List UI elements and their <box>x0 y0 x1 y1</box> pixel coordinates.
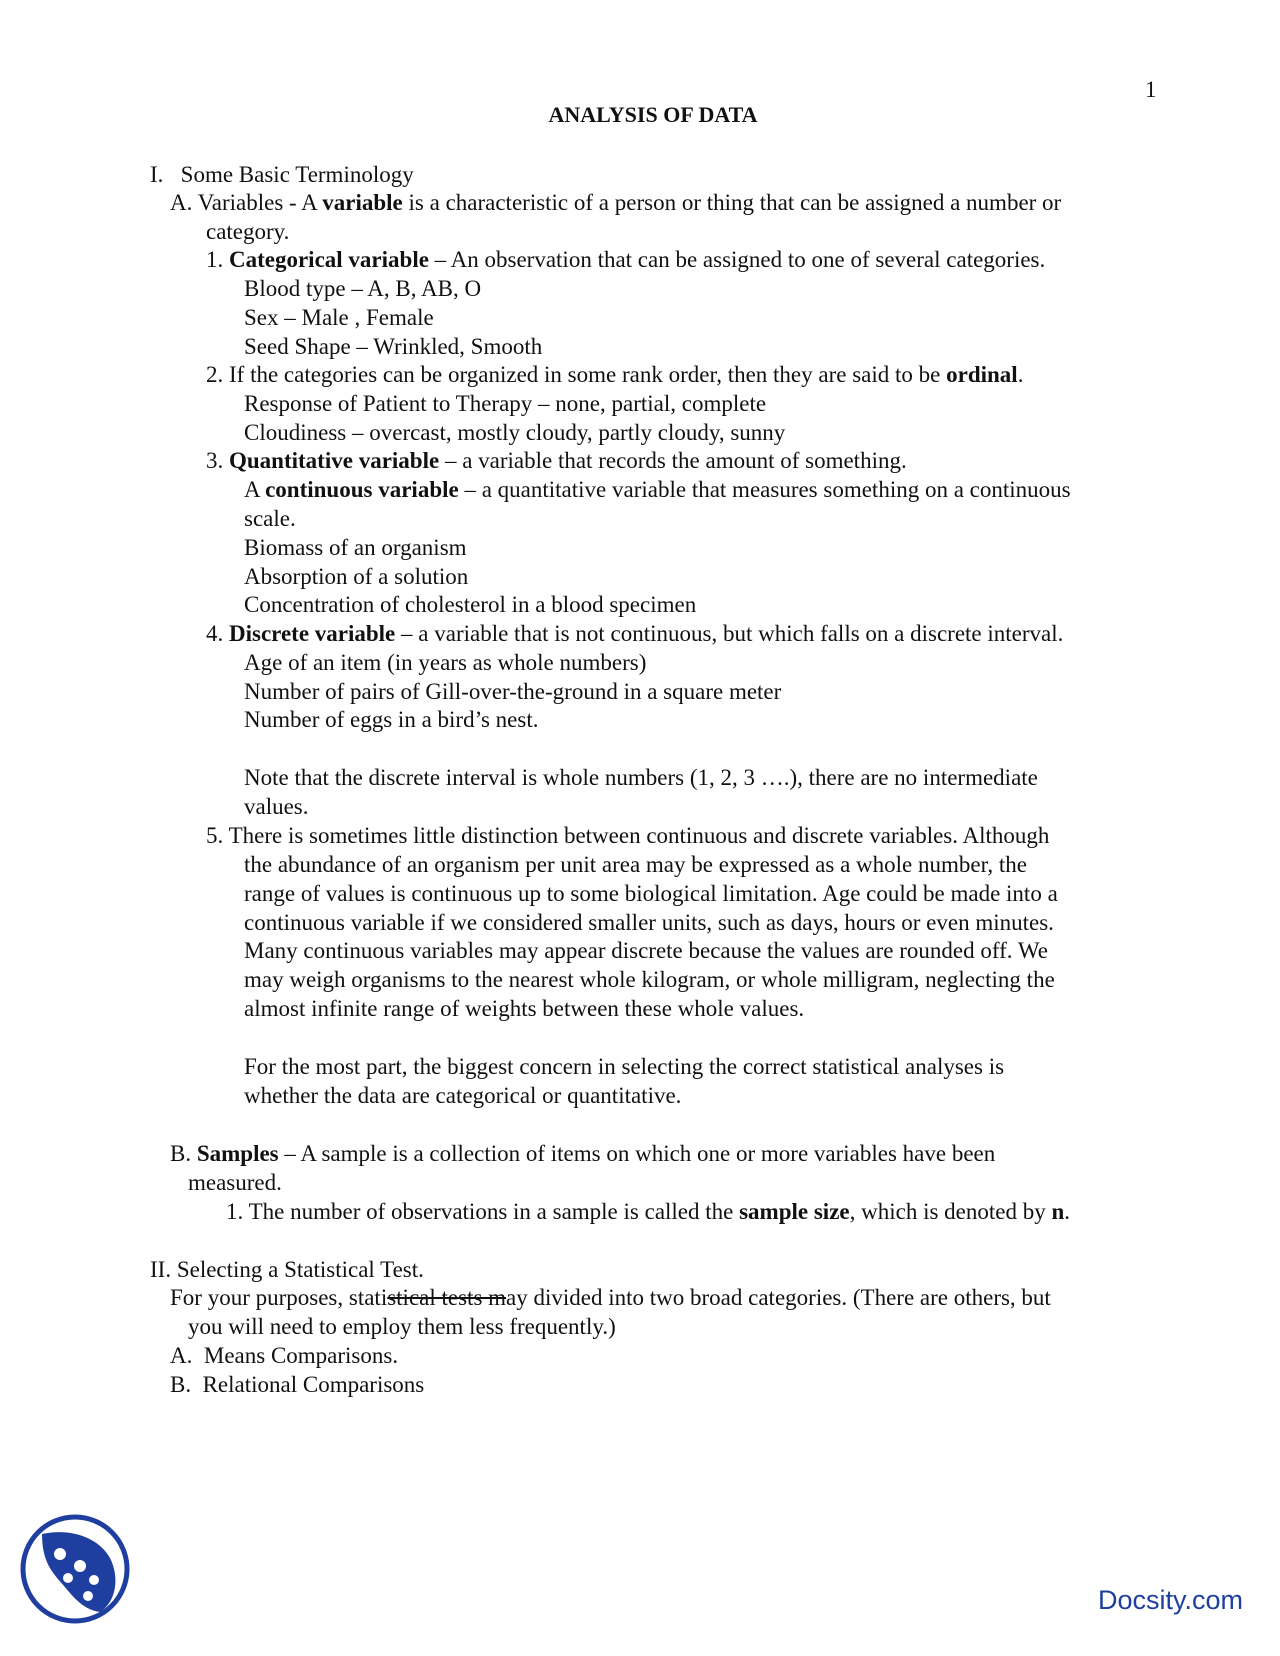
ordinal-item <box>206 361 1023 389</box>
distinction-paragraph: Many continuous variables may appear discrete because the values are rounded off. We <box>244 938 1048 963</box>
intro-text-b: ay divided into two broad categories. (There are others, but <box>506 1285 1051 1310</box>
quantitative-term: Quantitative variable <box>229 448 440 473</box>
categorical-variable-item <box>206 246 1045 274</box>
distinction-paragraph: range of values is continuous up to some biological limitation. Age could be made into a <box>244 881 1058 906</box>
page-title: ANALYSIS OF DATA <box>548 102 758 127</box>
example-line: Age of an item (in years as whole numbers) <box>244 650 647 675</box>
section-2-intro <box>170 1284 1051 1312</box>
quantitative-variable-item <box>206 447 907 475</box>
quantitative-rest: – a variable that records the amount of something. <box>439 448 907 473</box>
logo-dot <box>74 1560 86 1572</box>
continuous-variable-cont: scale. <box>244 506 296 531</box>
distinction-paragraph: may weigh organisms to the nearest whole kilogram, or whole milligram, neglecting the <box>244 967 1055 992</box>
list-label: Relational Comparisons <box>202 1372 425 1397</box>
sample-size-symbol: n <box>1051 1199 1065 1224</box>
comparison-list-item <box>170 1371 424 1399</box>
section-2-heading: II. Selecting a Statistical Test. <box>150 1257 424 1282</box>
concern-paragraph: whether the data are categorical or quantitative. <box>244 1083 682 1108</box>
distinction-paragraph: continuous variable if we considered smaller units, such as days, hours or even minutes. <box>244 910 1054 935</box>
distinction-paragraph: 5. There is sometimes little distinction between continuous and discrete variables. Although <box>206 823 1050 848</box>
example-line: Sex – Male , Female <box>244 305 434 330</box>
docsity-brand-link[interactable]: Docsity.com <box>1098 1585 1244 1615</box>
categorical-term: Categorical variable <box>229 247 429 272</box>
categorical-rest: – An observation that can be assigned to one of several categories. <box>428 247 1046 272</box>
samples-rest: – A sample is a collection of items on which one or more variables have been <box>278 1141 996 1166</box>
variables-definition <box>170 189 1061 217</box>
example-line: Response of Patient to Therapy – none, partial, complete <box>244 391 767 416</box>
example-line: Concentration of cholesterol in a blood specimen <box>244 592 697 617</box>
example-line: Number of pairs of Gill-over-the-ground in a square meter <box>244 679 782 704</box>
intro-text-a: For your purposes, stati <box>170 1285 388 1310</box>
example-line: Absorption of a solution <box>244 564 469 589</box>
discrete-note: Note that the discrete interval is whole numbers (1, 2, 3 ….), there are no intermediate <box>244 765 1038 790</box>
logo-dot <box>63 1573 73 1583</box>
example-line: Seed Shape – Wrinkled, Smooth <box>244 334 543 359</box>
distinction-paragraph: the abundance of an organism per unit area may be expressed as a whole number, the <box>244 852 1027 877</box>
samples-definition-cont: measured. <box>188 1170 282 1195</box>
comparison-list-item <box>170 1342 398 1370</box>
section-1-heading <box>150 161 414 189</box>
discrete-variable-item <box>206 620 1063 648</box>
sample-size-text: 1. The number of observations in a sample is called the <box>226 1199 740 1224</box>
variables-definition-cont: category. <box>206 219 290 244</box>
distinction-paragraph: almost infinite range of weights between these whole values. <box>244 996 805 1021</box>
logo-dot <box>83 1591 93 1601</box>
ordinal-text: 2. If the categories can be organized in some rank order, then they are said to be <box>206 362 947 387</box>
docsity-logo-icon <box>20 1514 130 1624</box>
ordinal-term: ordinal <box>946 362 1018 387</box>
example-line: Biomass of an organism <box>244 535 467 560</box>
samples-definition <box>170 1140 995 1168</box>
item-number: 4. <box>206 621 229 646</box>
continuous-variable-def <box>244 476 1071 504</box>
section-1-number: I. <box>150 162 164 187</box>
variable-term: variable <box>322 190 403 215</box>
section-2-intro-cont: you will need to employ them less frequently.) <box>188 1314 616 1339</box>
item-number: 3. <box>206 448 229 473</box>
sample-size-term: sample size <box>739 1199 850 1224</box>
samples-term: Samples <box>196 1141 279 1166</box>
list-letter: A. <box>170 1343 193 1368</box>
variables-prefix: A. Variables - A <box>170 190 323 215</box>
ordinal-end: . <box>1017 362 1024 387</box>
continuous-rest: – a quantitative variable that measures something on a continuous <box>458 477 1071 502</box>
section-1-title: Some Basic Terminology <box>180 162 414 187</box>
page-number: 1 <box>1145 77 1157 102</box>
continuous-term: continuous variable <box>265 477 459 502</box>
example-line: Number of eggs in a bird’s nest. <box>244 707 539 732</box>
discrete-term: Discrete variable <box>229 621 396 646</box>
item-number: 1. <box>206 247 229 272</box>
sample-size-item <box>226 1198 1070 1226</box>
variables-rest: is a characteristic of a person or thing that can be assigned a number or <box>402 190 1062 215</box>
list-letter: B. <box>170 1372 192 1397</box>
continuous-prefix: A <box>244 477 266 502</box>
sample-size-end: . <box>1064 1199 1071 1224</box>
discrete-rest: – a variable that is not continuous, but which falls on a discrete interval. <box>395 621 1064 646</box>
sample-size-mid: , which is denoted by <box>849 1199 1052 1224</box>
list-label: Means Comparisons. <box>203 1343 399 1368</box>
logo-dot <box>89 1575 99 1585</box>
example-line: Blood type – A, B, AB, O <box>244 276 482 301</box>
discrete-note: values. <box>244 794 309 819</box>
logo-dot <box>54 1548 66 1560</box>
intro-strikethrough: stical tests m <box>387 1285 507 1310</box>
concern-paragraph: For the most part, the biggest concern in selecting the correct statistical analyses is <box>244 1054 1005 1079</box>
example-line: Cloudiness – overcast, mostly cloudy, partly cloudy, sunny <box>244 420 786 445</box>
samples-prefix: B. <box>170 1141 197 1166</box>
